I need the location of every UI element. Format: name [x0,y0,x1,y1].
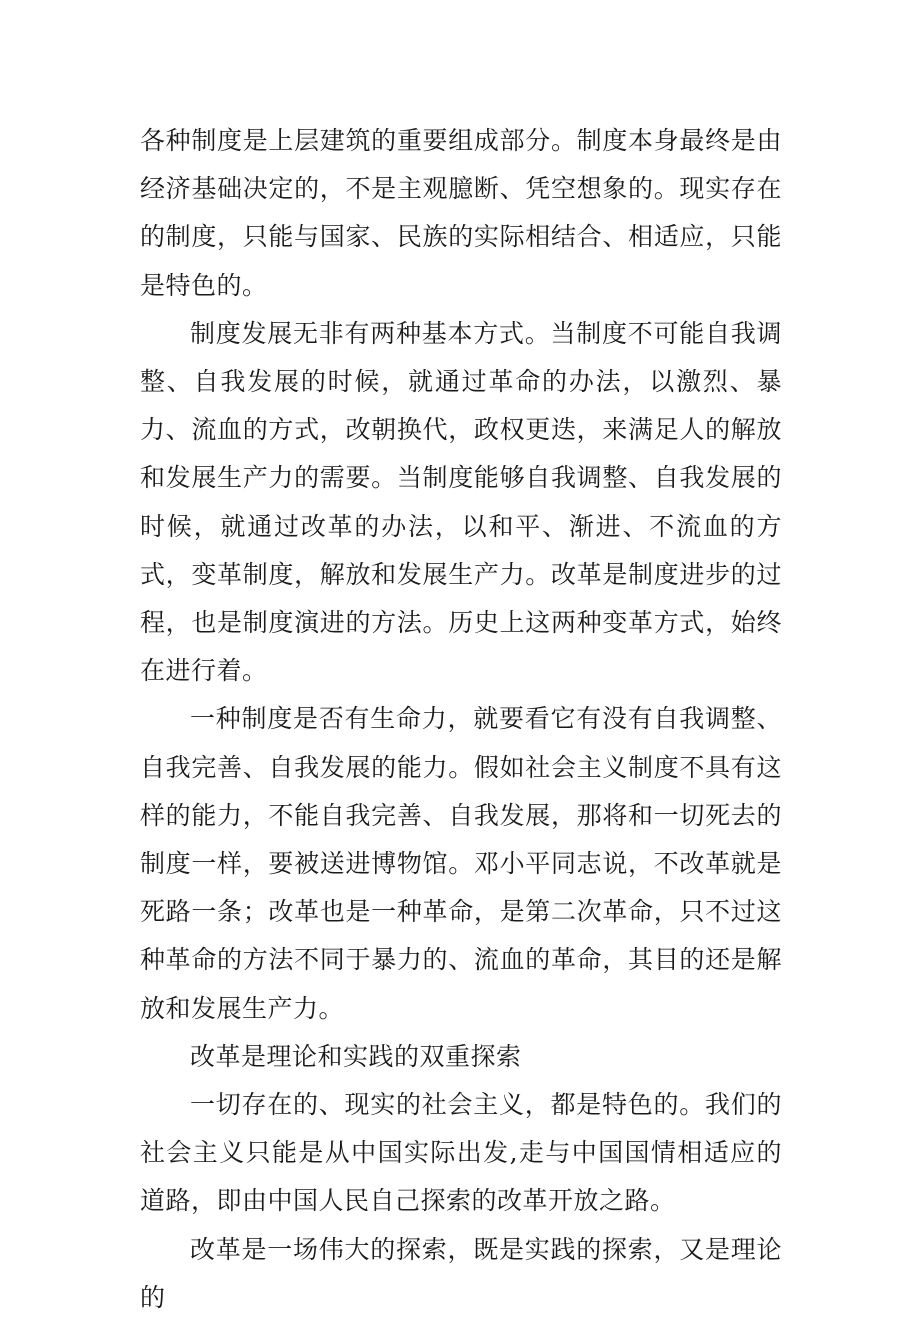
paragraph-4: 一切存在的、现实的社会主义，都是特色的。我们的社会主义只能是从中国实际出发,走与中国国情相适应的道路，即由中国人民自己探索的改革开放之路。 [140,1090,782,1216]
section-heading: 改革是理论和实践的双重探索 [190,1041,522,1071]
document-page [140,117,782,1322]
paragraph-2: 制度发展无非有两种基本方式。当制度不可能自我调整、自我发展的时候，就通过革命的办法，以激烈、暴力、流血的方式，改朝换代，政权更迭，来满足人的解放和发展生产力的需要。当制度能够自我调整、自我发展的时候，就通过改革的办法，以和平、渐进、不流血的方式，变革制度，解放和发展生产力。改革是制度进步的过程，也是制度演进的方法。历史上这两种变革方式，始终在进行着。 [140,318,782,686]
paragraph-3: 一种制度是否有生命力，就要看它有没有自我调整、自我完善、自我发展的能力。假如社会主义制度不具有这样的能力，不能自我完善、自我发展，那将和一切死去的制度一样，要被送进博物馆。邓小平同志说，不改革就是死路一条；改革也是一种革命，是第二次革命，只不过这种革命的方法不同于暴力的、流血的革命，其目的还是解放和发展生产力。 [140,704,782,1023]
paragraph-5: 改革是一场伟大的探索，既是实践的探索，又是理论的 [140,1234,782,1312]
paragraph-1: 各种制度是上层建筑的重要组成部分。制度本身最终是由经济基础决定的，不是主观臆断、凭空想象的。现实存在的制度，只能与国家、民族的实际相结合、相适应，只能是特色的。 [140,126,782,300]
